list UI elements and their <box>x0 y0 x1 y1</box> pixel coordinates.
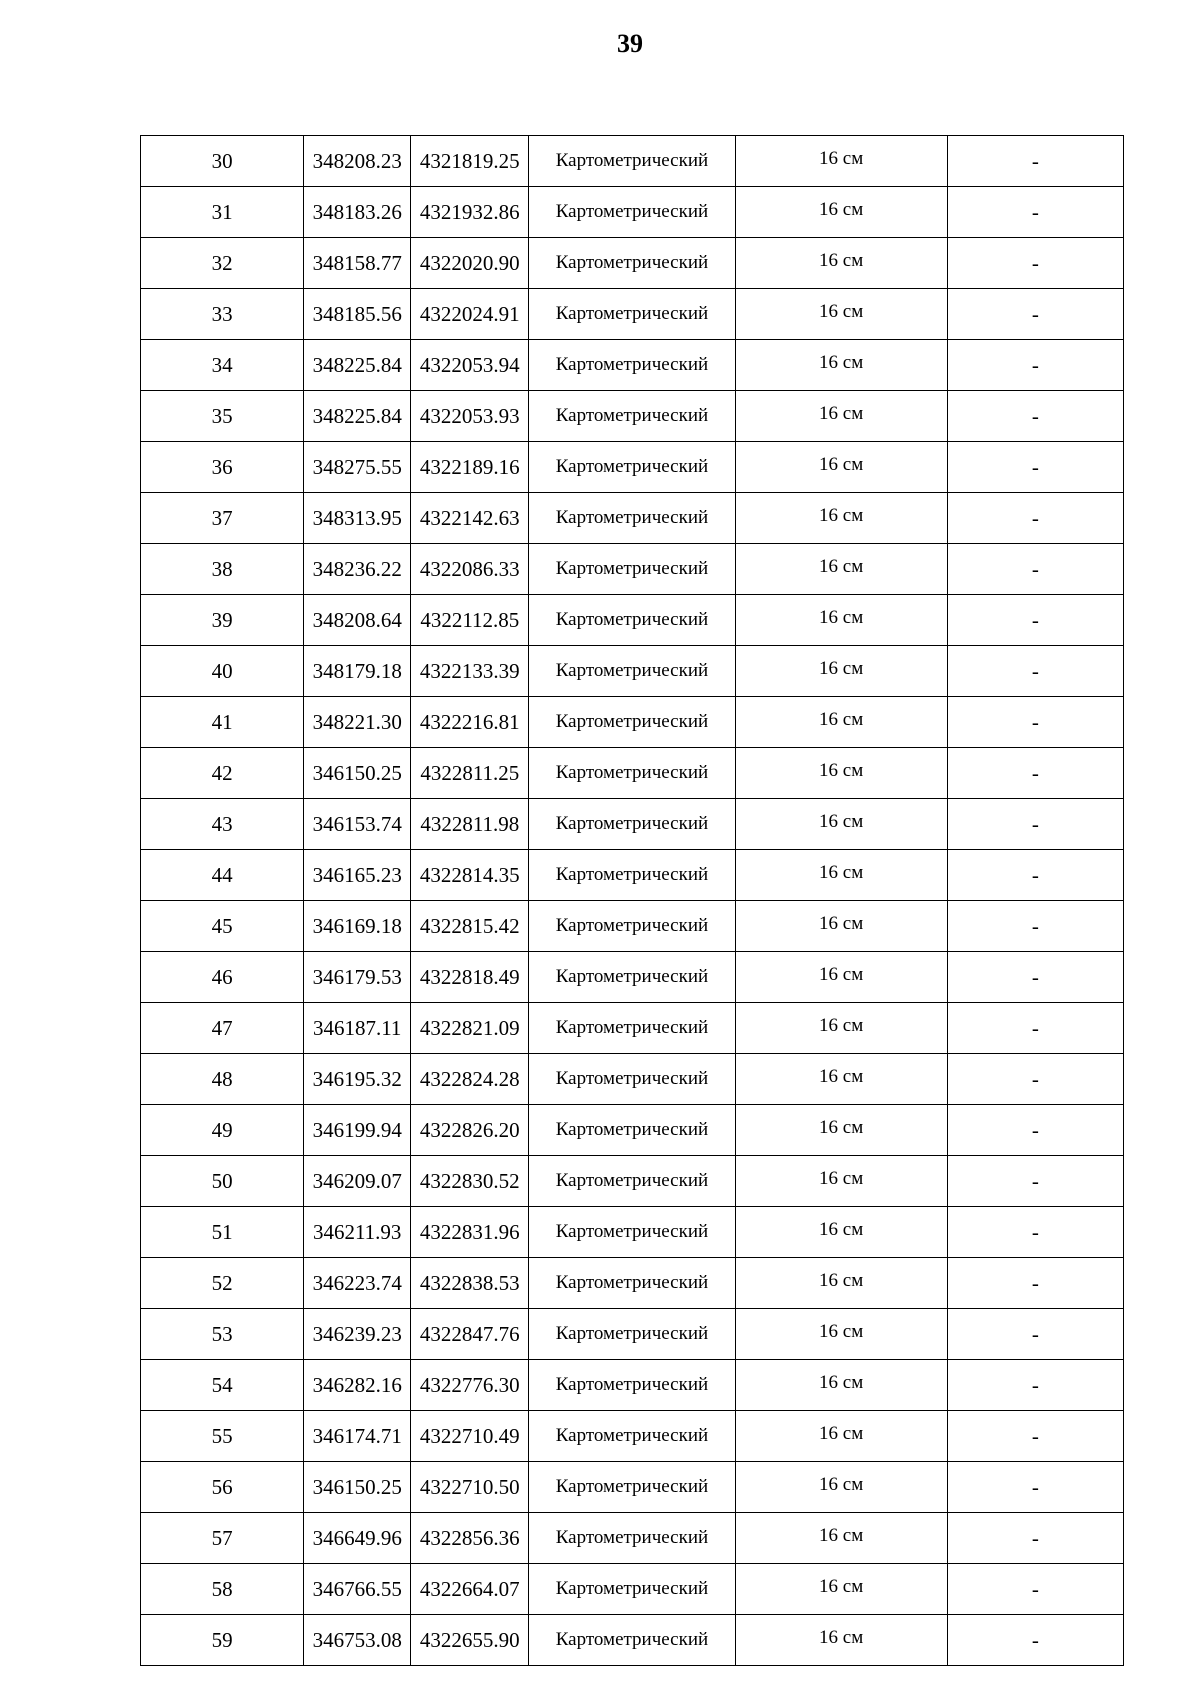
x-coordinate-cell: 346209.07 <box>304 1156 411 1207</box>
table-row <box>141 901 1124 952</box>
method-cell: Картометрический <box>529 1513 735 1564</box>
x-coordinate-cell: 346187.11 <box>304 1003 411 1054</box>
point-number-cell: 53 <box>141 1309 304 1360</box>
y-coordinate-cell: 4321819.25 <box>411 136 529 187</box>
point-number-cell: 45 <box>141 901 304 952</box>
table-row <box>141 1258 1124 1309</box>
table-row <box>141 952 1124 1003</box>
method-cell: Картометрический <box>529 646 735 697</box>
method-cell: Картометрический <box>529 289 735 340</box>
x-coordinate-cell: 346199.94 <box>304 1105 411 1156</box>
method-cell: Картометрический <box>529 901 735 952</box>
y-coordinate-cell: 4322811.98 <box>411 799 529 850</box>
table-row <box>141 595 1124 646</box>
y-coordinate-cell: 4322847.76 <box>411 1309 529 1360</box>
table-row <box>141 1105 1124 1156</box>
point-number-cell: 37 <box>141 493 304 544</box>
method-cell: Картометрический <box>529 1258 735 1309</box>
point-number-cell: 52 <box>141 1258 304 1309</box>
accuracy-cell: 16 см <box>735 187 947 238</box>
description-cell: - <box>947 952 1123 1003</box>
table-row <box>141 1411 1124 1462</box>
accuracy-cell: 16 см <box>735 1360 947 1411</box>
table-row <box>141 238 1124 289</box>
description-cell: - <box>947 1054 1123 1105</box>
y-coordinate-cell: 4322830.52 <box>411 1156 529 1207</box>
description-cell: - <box>947 850 1123 901</box>
y-coordinate-cell: 4322024.91 <box>411 289 529 340</box>
x-coordinate-cell: 348236.22 <box>304 544 411 595</box>
accuracy-cell: 16 см <box>735 1615 947 1666</box>
y-coordinate-cell: 4322831.96 <box>411 1207 529 1258</box>
description-cell: - <box>947 1462 1123 1513</box>
x-coordinate-cell: 346766.55 <box>304 1564 411 1615</box>
table-row <box>141 1156 1124 1207</box>
x-coordinate-cell: 348179.18 <box>304 646 411 697</box>
point-number-cell: 49 <box>141 1105 304 1156</box>
x-coordinate-cell: 348185.56 <box>304 289 411 340</box>
table-row <box>141 493 1124 544</box>
description-cell: - <box>947 1258 1123 1309</box>
method-cell: Картометрический <box>529 697 735 748</box>
description-cell: - <box>947 646 1123 697</box>
description-cell: - <box>947 442 1123 493</box>
description-cell: - <box>947 136 1123 187</box>
accuracy-cell: 16 см <box>735 1564 947 1615</box>
table-row <box>141 1513 1124 1564</box>
accuracy-cell: 16 см <box>735 1309 947 1360</box>
accuracy-cell: 16 см <box>735 850 947 901</box>
description-cell: - <box>947 799 1123 850</box>
table-row <box>141 136 1124 187</box>
point-number-cell: 43 <box>141 799 304 850</box>
method-cell: Картометрический <box>529 544 735 595</box>
x-coordinate-cell: 346223.74 <box>304 1258 411 1309</box>
accuracy-cell: 16 см <box>735 493 947 544</box>
method-cell: Картометрический <box>529 1309 735 1360</box>
table-row <box>141 1564 1124 1615</box>
y-coordinate-cell: 4322053.93 <box>411 391 529 442</box>
page-number: 39 <box>617 29 643 58</box>
x-coordinate-cell: 346150.25 <box>304 1462 411 1513</box>
description-cell: - <box>947 1105 1123 1156</box>
table-row <box>141 646 1124 697</box>
method-cell: Картометрический <box>529 340 735 391</box>
x-coordinate-cell: 346649.96 <box>304 1513 411 1564</box>
method-cell: Картометрический <box>529 1462 735 1513</box>
point-number-cell: 42 <box>141 748 304 799</box>
description-cell: - <box>947 1003 1123 1054</box>
y-coordinate-cell: 4322710.50 <box>411 1462 529 1513</box>
description-cell: - <box>947 1156 1123 1207</box>
accuracy-cell: 16 см <box>735 1258 947 1309</box>
description-cell: - <box>947 391 1123 442</box>
method-cell: Картометрический <box>529 442 735 493</box>
table-row <box>141 1360 1124 1411</box>
method-cell: Картометрический <box>529 1615 735 1666</box>
method-cell: Картометрический <box>529 493 735 544</box>
accuracy-cell: 16 см <box>735 1411 947 1462</box>
accuracy-cell: 16 см <box>735 136 947 187</box>
accuracy-cell: 16 см <box>735 289 947 340</box>
table-row <box>141 1207 1124 1258</box>
point-number-cell: 57 <box>141 1513 304 1564</box>
x-coordinate-cell: 348208.23 <box>304 136 411 187</box>
method-cell: Картометрический <box>529 391 735 442</box>
accuracy-cell: 16 см <box>735 1513 947 1564</box>
method-cell: Картометрический <box>529 1156 735 1207</box>
table-row <box>141 850 1124 901</box>
x-coordinate-cell: 346239.23 <box>304 1309 411 1360</box>
method-cell: Картометрический <box>529 595 735 646</box>
point-number-cell: 46 <box>141 952 304 1003</box>
description-cell: - <box>947 1411 1123 1462</box>
x-coordinate-cell: 346179.53 <box>304 952 411 1003</box>
point-number-cell: 47 <box>141 1003 304 1054</box>
y-coordinate-cell: 4322815.42 <box>411 901 529 952</box>
accuracy-cell: 16 см <box>735 1207 947 1258</box>
table-body <box>141 136 1124 1666</box>
x-coordinate-cell: 346153.74 <box>304 799 411 850</box>
description-cell: - <box>947 748 1123 799</box>
coordinates-table <box>140 135 1124 1666</box>
x-coordinate-cell: 346753.08 <box>304 1615 411 1666</box>
point-number-cell: 40 <box>141 646 304 697</box>
accuracy-cell: 16 см <box>735 544 947 595</box>
table-row <box>141 289 1124 340</box>
y-coordinate-cell: 4322821.09 <box>411 1003 529 1054</box>
method-cell: Картометрический <box>529 1564 735 1615</box>
method-cell: Картометрический <box>529 748 735 799</box>
x-coordinate-cell: 348158.77 <box>304 238 411 289</box>
point-number-cell: 56 <box>141 1462 304 1513</box>
accuracy-cell: 16 см <box>735 1156 947 1207</box>
description-cell: - <box>947 187 1123 238</box>
method-cell: Картометрический <box>529 1207 735 1258</box>
y-coordinate-cell: 4322826.20 <box>411 1105 529 1156</box>
point-number-cell: 50 <box>141 1156 304 1207</box>
x-coordinate-cell: 346169.18 <box>304 901 411 952</box>
description-cell: - <box>947 1207 1123 1258</box>
accuracy-cell: 16 см <box>735 697 947 748</box>
accuracy-cell: 16 см <box>735 238 947 289</box>
y-coordinate-cell: 4322818.49 <box>411 952 529 1003</box>
description-cell: - <box>947 289 1123 340</box>
point-number-cell: 51 <box>141 1207 304 1258</box>
method-cell: Картометрический <box>529 1411 735 1462</box>
table-row <box>141 187 1124 238</box>
accuracy-cell: 16 см <box>735 340 947 391</box>
point-number-cell: 36 <box>141 442 304 493</box>
accuracy-cell: 16 см <box>735 799 947 850</box>
method-cell: Картометрический <box>529 850 735 901</box>
y-coordinate-cell: 4322655.90 <box>411 1615 529 1666</box>
point-number-cell: 59 <box>141 1615 304 1666</box>
x-coordinate-cell: 346150.25 <box>304 748 411 799</box>
method-cell: Картометрический <box>529 952 735 1003</box>
description-cell: - <box>947 340 1123 391</box>
method-cell: Картометрический <box>529 238 735 289</box>
y-coordinate-cell: 4322824.28 <box>411 1054 529 1105</box>
description-cell: - <box>947 1564 1123 1615</box>
table-row <box>141 1615 1124 1666</box>
y-coordinate-cell: 4322710.49 <box>411 1411 529 1462</box>
y-coordinate-cell: 4322838.53 <box>411 1258 529 1309</box>
accuracy-cell: 16 см <box>735 748 947 799</box>
x-coordinate-cell: 348275.55 <box>304 442 411 493</box>
y-coordinate-cell: 4322856.36 <box>411 1513 529 1564</box>
description-cell: - <box>947 238 1123 289</box>
point-number-cell: 41 <box>141 697 304 748</box>
point-number-cell: 58 <box>141 1564 304 1615</box>
point-number-cell: 39 <box>141 595 304 646</box>
description-cell: - <box>947 1615 1123 1666</box>
description-cell: - <box>947 493 1123 544</box>
point-number-cell: 30 <box>141 136 304 187</box>
method-cell: Картометрический <box>529 1360 735 1411</box>
point-number-cell: 55 <box>141 1411 304 1462</box>
point-number-cell: 33 <box>141 289 304 340</box>
method-cell: Картометрический <box>529 187 735 238</box>
table-row <box>141 544 1124 595</box>
table-row <box>141 391 1124 442</box>
accuracy-cell: 16 см <box>735 1003 947 1054</box>
accuracy-cell: 16 см <box>735 952 947 1003</box>
x-coordinate-cell: 348225.84 <box>304 340 411 391</box>
method-cell: Картометрический <box>529 1003 735 1054</box>
point-number-cell: 48 <box>141 1054 304 1105</box>
x-coordinate-cell: 346174.71 <box>304 1411 411 1462</box>
method-cell: Картометрический <box>529 1054 735 1105</box>
table-row <box>141 442 1124 493</box>
y-coordinate-cell: 4322053.94 <box>411 340 529 391</box>
accuracy-cell: 16 см <box>735 1054 947 1105</box>
x-coordinate-cell: 346282.16 <box>304 1360 411 1411</box>
point-number-cell: 54 <box>141 1360 304 1411</box>
x-coordinate-cell: 346165.23 <box>304 850 411 901</box>
description-cell: - <box>947 595 1123 646</box>
y-coordinate-cell: 4322189.16 <box>411 442 529 493</box>
x-coordinate-cell: 348208.64 <box>304 595 411 646</box>
point-number-cell: 38 <box>141 544 304 595</box>
point-number-cell: 31 <box>141 187 304 238</box>
y-coordinate-cell: 4322664.07 <box>411 1564 529 1615</box>
method-cell: Картометрический <box>529 1105 735 1156</box>
y-coordinate-cell: 4322142.63 <box>411 493 529 544</box>
table-row <box>141 1054 1124 1105</box>
table-row <box>141 1462 1124 1513</box>
x-coordinate-cell: 348183.26 <box>304 187 411 238</box>
x-coordinate-cell: 348313.95 <box>304 493 411 544</box>
accuracy-cell: 16 см <box>735 1105 947 1156</box>
point-number-cell: 35 <box>141 391 304 442</box>
table-row <box>141 340 1124 391</box>
x-coordinate-cell: 346211.93 <box>304 1207 411 1258</box>
table-row <box>141 1003 1124 1054</box>
y-coordinate-cell: 4322086.33 <box>411 544 529 595</box>
y-coordinate-cell: 4322216.81 <box>411 697 529 748</box>
description-cell: - <box>947 1360 1123 1411</box>
y-coordinate-cell: 4322814.35 <box>411 850 529 901</box>
point-number-cell: 32 <box>141 238 304 289</box>
accuracy-cell: 16 см <box>735 442 947 493</box>
x-coordinate-cell: 348221.30 <box>304 697 411 748</box>
y-coordinate-cell: 4322133.39 <box>411 646 529 697</box>
y-coordinate-cell: 4322020.90 <box>411 238 529 289</box>
x-coordinate-cell: 346195.32 <box>304 1054 411 1105</box>
description-cell: - <box>947 1309 1123 1360</box>
accuracy-cell: 16 см <box>735 391 947 442</box>
y-coordinate-cell: 4322112.85 <box>411 595 529 646</box>
point-number-cell: 44 <box>141 850 304 901</box>
method-cell: Картометрический <box>529 136 735 187</box>
table-row <box>141 697 1124 748</box>
table-row <box>141 799 1124 850</box>
y-coordinate-cell: 4321932.86 <box>411 187 529 238</box>
description-cell: - <box>947 697 1123 748</box>
table-row <box>141 748 1124 799</box>
accuracy-cell: 16 см <box>735 1462 947 1513</box>
accuracy-cell: 16 см <box>735 595 947 646</box>
description-cell: - <box>947 901 1123 952</box>
description-cell: - <box>947 1513 1123 1564</box>
point-number-cell: 34 <box>141 340 304 391</box>
description-cell: - <box>947 544 1123 595</box>
y-coordinate-cell: 4322776.30 <box>411 1360 529 1411</box>
accuracy-cell: 16 см <box>735 646 947 697</box>
y-coordinate-cell: 4322811.25 <box>411 748 529 799</box>
table-row <box>141 1309 1124 1360</box>
accuracy-cell: 16 см <box>735 901 947 952</box>
x-coordinate-cell: 348225.84 <box>304 391 411 442</box>
method-cell: Картометрический <box>529 799 735 850</box>
